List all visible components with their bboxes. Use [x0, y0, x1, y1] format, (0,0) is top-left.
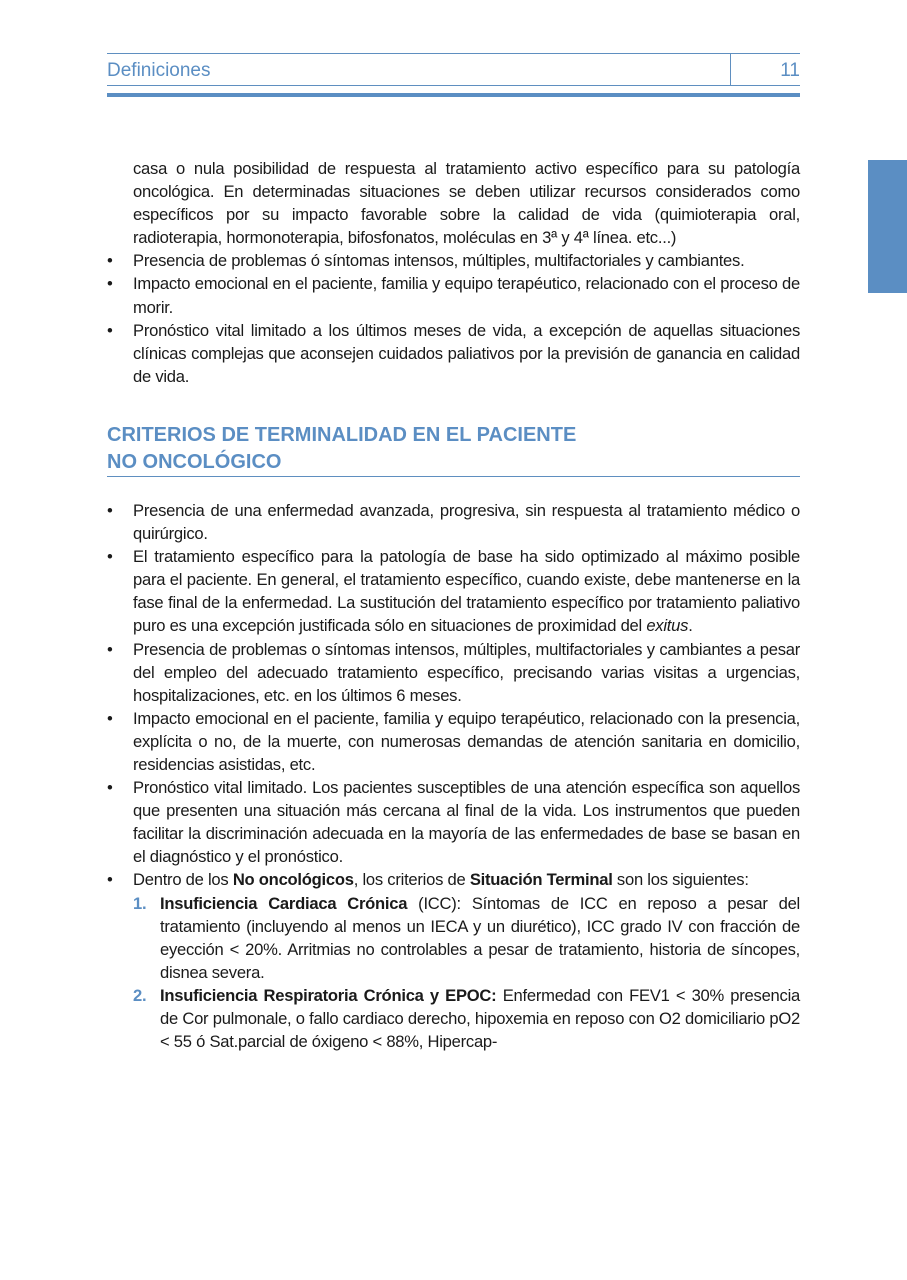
exitus-term: exitus [646, 616, 689, 636]
list-item: • Dentro de los No oncológicos, los criterios de Situación Terminal son los siguientes: 1. Insuficiencia Cardiaca Crónica (ICC): Síntomas de ICC en reposo a pesar del tratamiento (incluyendo al menos un IECA y un diurético), ICC grado IV con fracción de eyección < 20%. Arritmias no controlables a pesar de tratamiento, historia de síncopes, disnea severa. 2. Insuficiencia Respiratoria Crónica y EPOC: Enfermedad con FEV1 < 30% presencia de Cor pulmonale, o fallo cardiaco derecho, hipoxemia en reposo con O2 domiciliario pO2 < 55 ó Sat.parcial de óxigeno < 88%, Hipercap- [107, 868, 800, 1053]
page-number: 11 [780, 60, 800, 81]
header-bar [107, 93, 800, 97]
non-oncologic-criteria-list [107, 499, 800, 1053]
list-item: • Impacto emocional en el paciente, familia y equipo terapéutico, relacionado con el proceso de morir. [107, 272, 800, 318]
heading-line-1: CRITERIOS DE TERMINALIDAD EN EL PACIENTE [107, 423, 577, 446]
list-item: • Presencia de problemas o síntomas intensos, múltiples, multifactoriales y cambiantes a pesar del empleo del adecuado tratamiento específico, precisando varias visitas a urgencias, hospitalizaciones, etc. en los últimos 6 meses. [107, 638, 800, 707]
header-rule-top [107, 53, 800, 54]
intro-continuation: casa o nula posibilidad de respuesta al tratamiento activo específico para su patología oncológica. En determinadas situaciones se deben utilizar recursos considerados como específicos por su impacto favorable sobre la calidad de vida (quimioterapia oral, radioterapia, hormonoterapia, bifosfonatos, moléculas en 3ª y 4ª línea. etc...) [133, 159, 800, 248]
criterion-item: 1. Insuficiencia Cardiaca Crónica (ICC): Síntomas de ICC en reposo a pesar del tratamiento (incluyendo al menos un IECA y un diurético), ICC grado IV con fracción de eyección < 20%. Arritmias no controlables a pesar de tratamiento, historia de síncopes, disnea severa. [133, 893, 800, 982]
oncologic-criteria-list [107, 249, 800, 388]
running-header-section: Definiciones [107, 60, 211, 81]
terminal-criteria-list [133, 892, 800, 1054]
list-item: • Impacto emocional en el paciente, familia y equipo terapéutico, relacionado con la presencia, explícita o no, de la muerte, con numerosas demandas de atención sanitaria en domicilio, residencias asistidas, etc. [107, 707, 800, 776]
list-item: • Pronóstico vital limitado. Los pacientes susceptibles de una atención específica son aquellos que presenten una situación más cercana al final de la vida. Los instrumentos que pueden facilitar la discriminación adecuada en la mayoría de las enfermedades de base se basan en el diagnóstico y el pronóstico. [107, 776, 800, 868]
criterion-title: Insuficiencia Respiratoria Crónica y EPOC: [160, 985, 497, 1005]
criterion-item: 2. Insuficiencia Respiratoria Crónica y EPOC: Enfermedad con FEV1 < 30% presencia de Cor pulmonale, o fallo cardiaco derecho, hipoxemia en reposo con O2 domiciliario pO2 < 55 ó Sat.parcial de óxigeno < 88%, Hipercap- [133, 985, 801, 1052]
heading-line-2: NO ONCOLÓGICO [107, 450, 282, 473]
list-item: • El tratamiento específico para la patología de base ha sido optimizado al máximo posible para el paciente. En general, el tratamiento específico, cuando existe, debe mantenerse en la fase final de la enfermedad. La sustitución del tratamiento específico por tratamiento paliativo puro es una excepción justificada sólo en situaciones de proximidad del exitus. [107, 545, 800, 637]
section-heading [107, 422, 800, 476]
item-number: 1. [133, 893, 147, 913]
list-item: • Presencia de una enfermedad avanzada, progresiva, sin respuesta al tratamiento médico o quirúrgico. [107, 499, 800, 545]
heading-rule [107, 476, 800, 477]
criterion-title: Insuficiencia Cardiaca Crónica [160, 893, 408, 913]
chapter-tab-marker [868, 160, 907, 293]
header-divider [730, 53, 731, 85]
header-rule-bottom [107, 85, 800, 86]
list-item: • Pronóstico vital limitado a los últimos meses de vida, a excepción de aquellas situaciones clínicas complejas que aconsejen cuidados paliativos por la previsión de ganancia en calidad de vida. [107, 319, 800, 388]
item-number: 2. [133, 985, 147, 1005]
list-item: • Presencia de problemas ó síntomas intensos, múltiples, multifactoriales y cambiantes. [107, 249, 800, 272]
page-body [107, 157, 800, 1053]
